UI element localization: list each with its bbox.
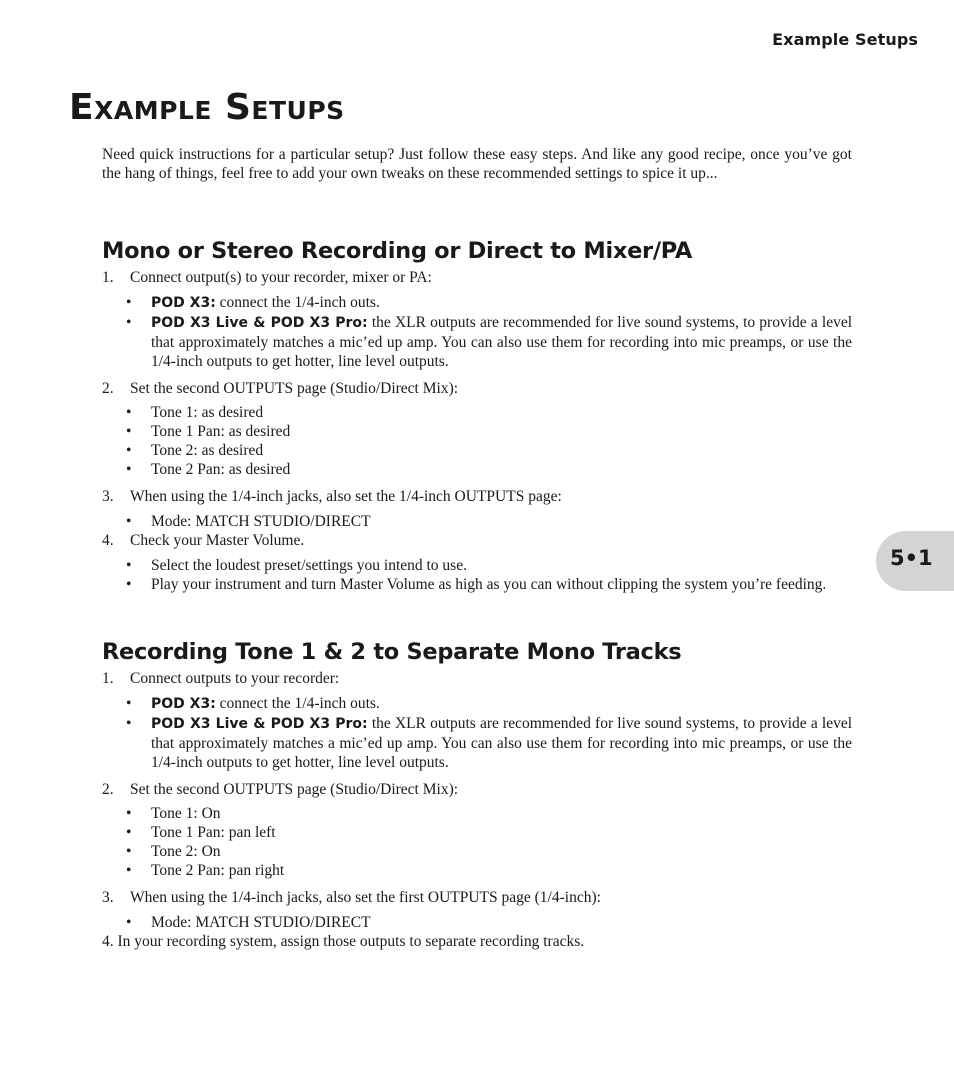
step-text: Connect output(s) to your recorder, mixer or PA: bbox=[130, 269, 432, 286]
step-2 bbox=[102, 780, 852, 799]
section-mono-stereo bbox=[102, 237, 852, 594]
step-4 bbox=[102, 531, 852, 550]
step-1 bbox=[102, 669, 852, 688]
step-2 bbox=[102, 379, 852, 398]
step-number: 3. bbox=[102, 889, 114, 906]
step-1 bbox=[102, 268, 852, 287]
step-number: 1. bbox=[102, 670, 114, 687]
list-item: • POD X3: connect the 1/4-inch outs. bbox=[126, 695, 380, 712]
section-heading: Mono or Stereo Recording or Direct to Mixer/PA bbox=[102, 238, 692, 264]
bullet-list bbox=[102, 804, 852, 880]
list-item: • Tone 2 Pan: pan right bbox=[126, 862, 285, 879]
list-item: • Play your instrument and turn Master Volume as high as you can without clipping the system you’re feeding. bbox=[126, 576, 827, 593]
list-item: • Tone 1: as desired bbox=[126, 404, 264, 421]
running-header: Example Setups bbox=[772, 30, 918, 49]
page-tab bbox=[876, 531, 954, 591]
bullet-list bbox=[102, 293, 852, 371]
step-3 bbox=[102, 487, 852, 506]
list-item: • Mode: MATCH STUDIO/DIRECT bbox=[126, 914, 371, 931]
list-item: • Tone 1 Pan: as desired bbox=[126, 423, 291, 440]
step-number: 3. bbox=[102, 488, 114, 505]
step-text: When using the 1/4-inch jacks, also set the 1/4-inch OUTPUTS page: bbox=[130, 488, 562, 505]
step-number: 4. bbox=[102, 532, 114, 549]
bullet-list bbox=[102, 556, 852, 594]
section-separate-mono-tracks bbox=[102, 638, 852, 951]
page-title: Example Setups bbox=[69, 87, 345, 128]
bullet-list bbox=[102, 694, 852, 772]
list-item: • Tone 1 Pan: pan left bbox=[126, 824, 276, 841]
list-item: • Tone 2 Pan: as desired bbox=[126, 461, 291, 478]
step-4: 4. In your recording system, assign those outputs to separate recording tracks. bbox=[102, 933, 585, 950]
page-number: 5•1 bbox=[890, 546, 933, 570]
bullet-list bbox=[102, 913, 852, 932]
step-number: 2. bbox=[102, 781, 114, 798]
step-text: When using the 1/4-inch jacks, also set the first OUTPUTS page (1/4-inch): bbox=[130, 889, 601, 906]
list-item: • Tone 2: as desired bbox=[126, 442, 264, 459]
step-text: Check your Master Volume. bbox=[130, 532, 305, 549]
list-item: • Select the loudest preset/settings you intend to use. bbox=[126, 557, 467, 574]
step-text: Set the second OUTPUTS page (Studio/Direct Mix): bbox=[130, 781, 459, 798]
list-item: • POD X3 Live & POD X3 Pro: the XLR outputs are recommended for live sound systems, to provide a level that approximately matches a mic’ed up amp. You can also use them for recording into mic preamps, or use the 1/4-inch outputs to get hotter, line level outputs. bbox=[126, 715, 853, 771]
step-number: 2. bbox=[102, 380, 114, 397]
list-item: • Mode: MATCH STUDIO/DIRECT bbox=[126, 513, 371, 530]
step-3 bbox=[102, 888, 852, 907]
intro-paragraph: Need quick instructions for a particular setup? Just follow these easy steps. And like any good recipe, once you’ve got the hang of things, feel free to add your own tweaks on these recommended settings to spice it up... bbox=[102, 146, 852, 182]
list-item: • POD X3: connect the 1/4-inch outs. bbox=[126, 294, 380, 311]
bullet-list bbox=[102, 403, 852, 479]
list-item: • Tone 2: On bbox=[126, 843, 221, 860]
section-heading: Recording Tone 1 & 2 to Separate Mono Tracks bbox=[102, 639, 682, 665]
bullet-list bbox=[102, 512, 852, 531]
step-text: Set the second OUTPUTS page (Studio/Direct Mix): bbox=[130, 380, 459, 397]
step-text: Connect outputs to your recorder: bbox=[130, 670, 340, 687]
list-item: • Tone 1: On bbox=[126, 805, 221, 822]
step-number: 1. bbox=[102, 269, 114, 286]
list-item: • POD X3 Live & POD X3 Pro: the XLR outputs are recommended for live sound systems, to provide a level that approximately matches a mic’ed up amp. You can also use them for recording into mic preamps, or use the 1/4-inch outputs to get hotter, line level outputs. bbox=[126, 314, 853, 370]
